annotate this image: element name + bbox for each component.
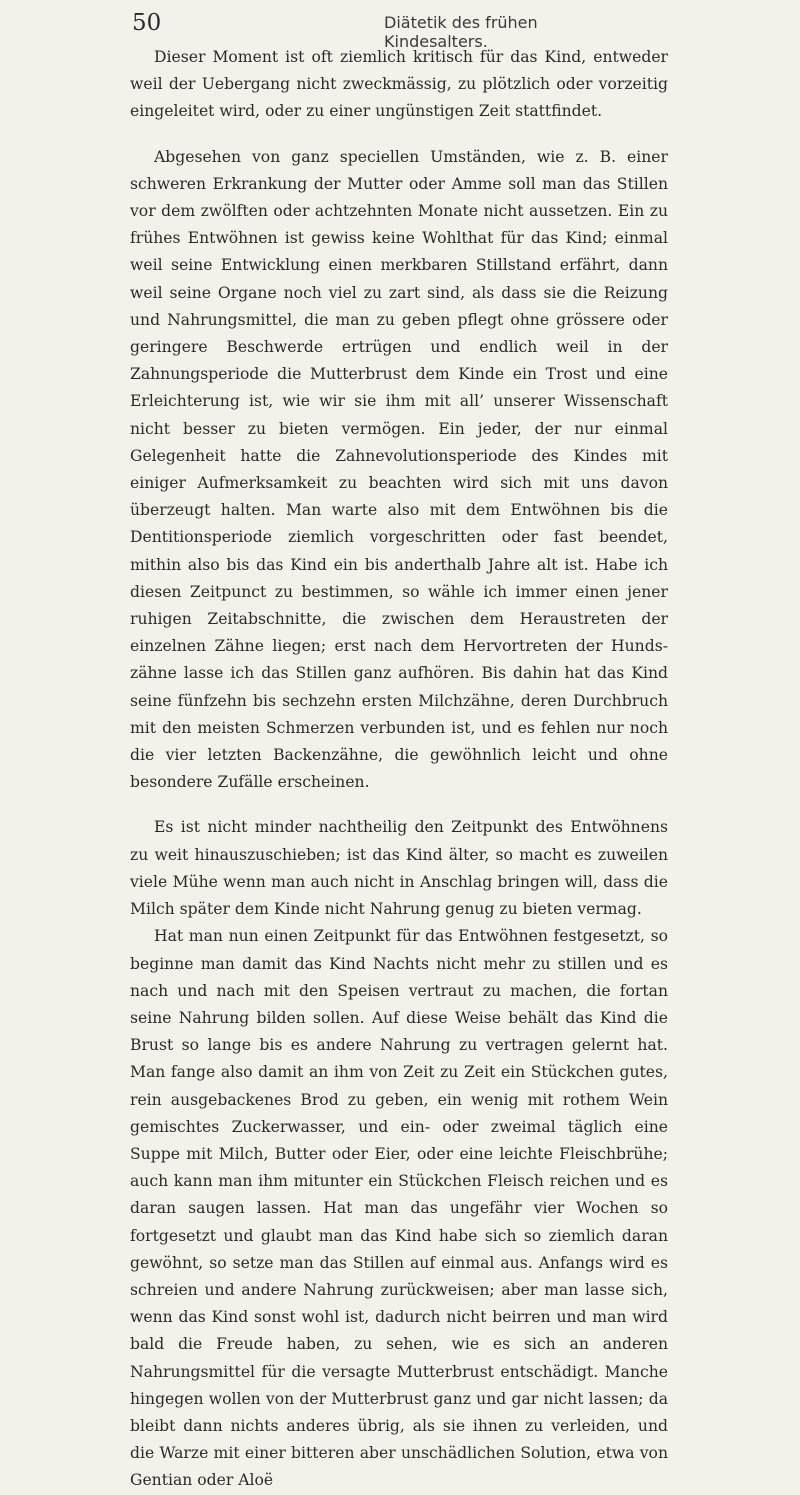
paragraph-4: Hat man nun einen Zeitpunkt für das Entwöhnen festgesetzt, so beginne man damit das Kind Nachts nicht mehr zu stillen und es nach und nach mit den Speisen vertraut zu machen, die fortan seine Nahrung bilden sollen. Auf diese Weise behält das Kind die Brust so lange bis es andere Nahrung zu vertragen gelernt hat. Man fange also damit an ihm von Zeit zu Zeit ein Stückchen gutes, rein ausgebackenes Brod zu geben, ein wenig mit rothem Wein gemischtes Zuckerwasser, und ein- oder zweimal täglich eine Suppe mit Milch, Butter oder Eier, oder eine leichte Fleischbrühe; auch kann man ihm mitunter ein Stückchen Fleisch reichen und es daran saugen lassen. Hat man das ungefähr vier Wochen so fortgesetzt und glaubt man das Kind habe sich so ziemlich daran gewöhnt, so setze man das Stillen auf einmal aus. Anfangs wird es schreien und andere Nahrung zurückweisen; aber man lasse sich, wenn das Kind sonst wohl ist, dadurch nicht beirren und man wird bald die Freude haben, zu sehen, wie es sich an anderen Nahrungsmittel für die versagte Mutterbrust entschädigt. Manche hingegen wollen von der Mutterbrust ganz und gar nicht lassen; da bleibt dann nichts anderes übrig, als sie ihnen zu verleiden, und die Warze mit einer bitteren aber unschädlichen Solution, etwa von Gentian oder Aloë <box>130 927 668 1490</box>
paragraph-2: Abgesehen von ganz speciellen Umständen, wie z. B. einer schweren Erkrankung der Mutter oder Amme soll man das Stillen vor dem zwölften oder achtzehnten Monate nicht aussetzen. Ein zu frühes Entwöhnen ist gewiss keine Wohlthat für das Kind; einmal weil seine Entwicklung einen merkbaren Stillstand erfährt, dann weil seine Organe noch viel zu zart sind, als dass sie die Reizung und Nahrungsmittel, die man zu geben pflegt ohne grössere oder geringere Beschwerde ertrügen und endlich weil in der Zahnungsperiode die Mutterbrust dem Kinde ein Trost und eine Erleichterung ist, wie wir sie ihm mit all’ unserer Wissenschaft nicht besser zu bieten vermögen. Ein jeder, der nur einmal Gelegenheit hatte die Zahnevolutionsperiode des Kindes mit einiger Aufmerksamkeit zu beachten wird sich mit uns davon überzeugt halten. Man warte also mit dem Entwöhnen bis die Dentitionsperiode ziemlich vorgeschritten oder fast beendet, mithin also bis das Kind ein bis anderthalb Jahre alt ist. Habe ich diesen Zeitpunct zu bestimmen, so wähle ich immer einen jener ruhigen Zeitabschnitte, die zwischen dem Heraustreten der einzelnen Zähne liegen; erst nach dem Hervortreten der Hundszähne lasse ich das Stillen ganz aufhören. Bis dahin hat das Kind seine fünfzehn bis sechzehn ersten Milchzähne, deren Durchbruch mit den meisten Schmerzen verbunden ist, und es fehlen nur noch die vier letzten Backenzähne, die gewöhnlich leicht und ohne besondere Zufälle erscheinen. <box>130 147 668 792</box>
paragraph-3: Es ist nicht minder nachtheilig den Zeitpunkt des Entwöhnens zu weit hinauszuschieben; ist das Kind älter, so macht es zuweilen viele Mühe wenn man auch nicht in Anschlag bringen will, dass die Milch später dem Kinde nicht Nahrung genug zu bieten vermag. <box>130 818 668 919</box>
running-head: Diätetik des frühen Kindesalters. <box>384 13 538 51</box>
page-number: 50 <box>132 10 162 36</box>
paragraph-1: Dieser Moment ist oft ziemlich kritisch für das Kind, entweder weil der Uebergang nicht zweckmässig, zu plötzlich oder vorzeitig eingeleitet wird, oder zu einer ungünstigen Zeit stattfindet. <box>130 48 668 121</box>
body-text <box>130 44 668 1495</box>
page-header <box>132 10 592 51</box>
